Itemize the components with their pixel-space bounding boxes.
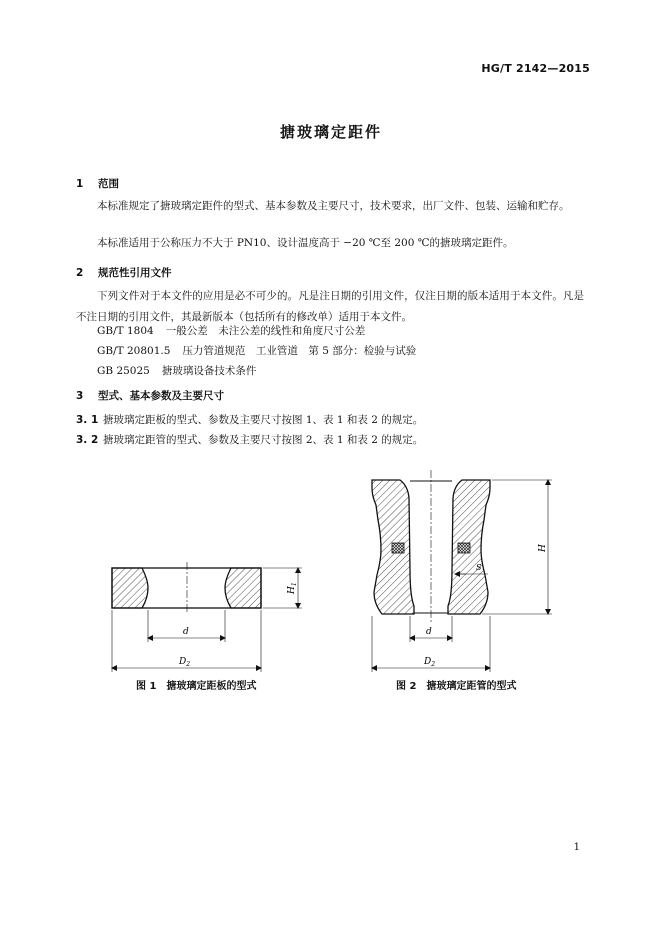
section-2-paragraph-1: 下列文件对于本文件的应用是必不可少的。凡是注日期的引用文件，仅注日期的版本适用于本文件。凡是不注日期的引用文件，其最新版本（包括所有的修改单）适用于本文件。 — [76, 290, 584, 323]
reference-code: GB/T 20801.5 — [97, 345, 171, 357]
standard-code: HG/T 2142—2015 — [481, 62, 590, 75]
dimension-label-s: S — [476, 563, 482, 572]
dimension-label-h1: $H_1$ — [287, 582, 298, 594]
section-number: 1 — [76, 178, 84, 190]
section-title: 规范性引用文件 — [98, 267, 172, 279]
clause-number: 3. 1 — [76, 414, 99, 426]
dimension-label-d2: $D_2$ — [179, 657, 191, 668]
section-number: 2 — [76, 267, 84, 279]
dimension-label-d2: $D_2$ — [424, 657, 436, 668]
clause-number: 3. 2 — [76, 434, 99, 446]
reference-title: 一般公差 未注公差的线性和角度尺寸公差 — [165, 325, 366, 337]
section-1-paragraph-2: 本标准适用于公称压力不大于 PN10、设计温度高于 −20 ℃至 200 ℃的搪玻璃定距件。 — [97, 237, 514, 249]
dimension-label-d: d — [183, 627, 189, 637]
figure-1-caption: 图 1 搪玻璃定距板的型式 — [136, 681, 257, 692]
section-1-paragraph-1: 本标准规定了搪玻璃定距件的型式、基本参数及主要尺寸，技术要求，出厂文件、包装、运输和贮存。 — [97, 200, 570, 212]
clause-text: 搪玻璃定距管的型式、参数及主要尺寸按图 2、表 1 和表 2 的规定。 — [103, 434, 424, 446]
gasket-left — [392, 543, 404, 553]
gasket-right — [458, 543, 470, 553]
figure-1-drawing — [112, 562, 302, 672]
figure-2-caption: 图 2 搪玻璃定距管的型式 — [396, 681, 517, 692]
reference-code: GB/T 1804 — [97, 325, 154, 337]
reference-code: GB 25025 — [97, 365, 150, 377]
section-number: 3 — [76, 390, 84, 402]
page-number: 1 — [573, 842, 580, 853]
dimension-label-d: d — [426, 627, 432, 637]
plate-section-right — [225, 568, 261, 608]
reference-title: 搪玻璃设备技术条件 — [161, 365, 257, 377]
section-title: 型式、基本参数及主要尺寸 — [98, 390, 224, 402]
section-title: 范围 — [98, 178, 119, 190]
plate-section-left — [112, 568, 148, 608]
document-title: 搪玻璃定距件 — [279, 123, 382, 141]
clause-text: 搪玻璃定距板的型式、参数及主要尺寸按图 1、表 1 和表 2 的规定。 — [103, 414, 424, 426]
figure-2-drawing — [372, 470, 552, 672]
dimension-label-h: H — [538, 544, 548, 552]
reference-title: 压力管道规范 工业管道 第 5 部分：检验与试验 — [182, 345, 417, 357]
